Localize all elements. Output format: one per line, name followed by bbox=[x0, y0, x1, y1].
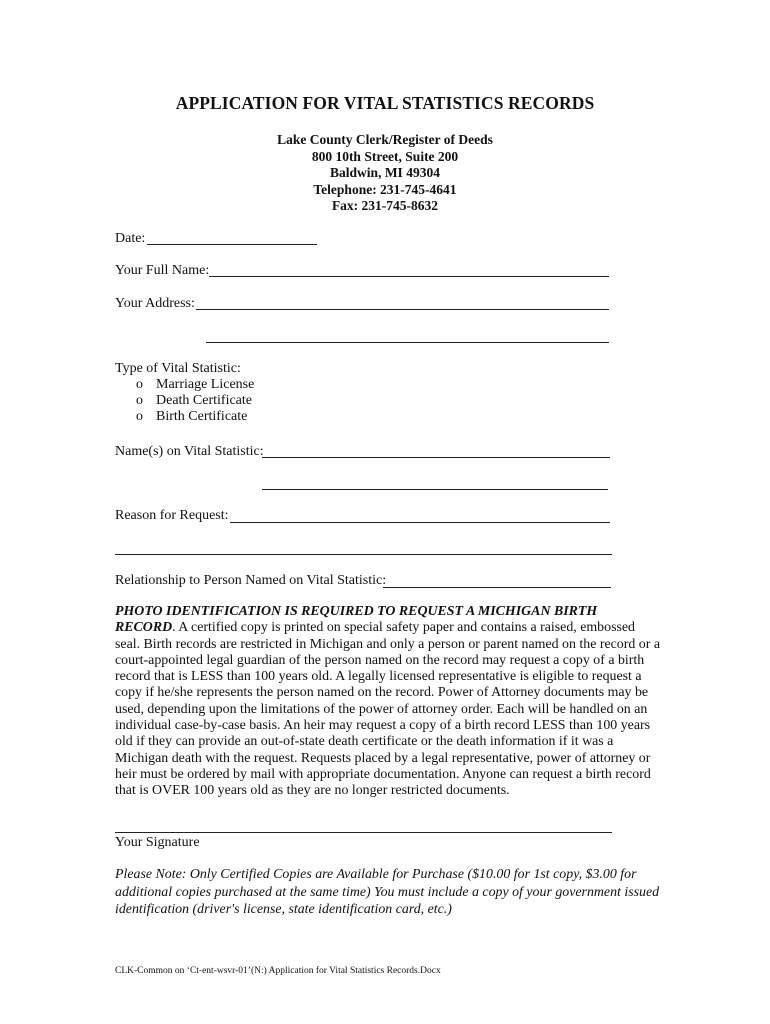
names-field-line-1[interactable] bbox=[262, 457, 610, 458]
address-field-line-2[interactable] bbox=[206, 342, 609, 343]
office-telephone: Telephone: 231-745-4641 bbox=[313, 181, 457, 197]
address-field-line-1[interactable] bbox=[196, 309, 609, 310]
signature-label: Your Signature bbox=[115, 835, 200, 850]
option-marriage-license[interactable] bbox=[136, 377, 254, 393]
please-note: Please Note: Only Certified Copies are Available for Purchase ($10.00 for 1st copy, $3.00 for additional copies purchased at the same time) You must include a copy of your government issued identification (driver's license, state identification card, etc.) bbox=[115, 867, 660, 917]
relationship-label: Relationship to Person Named on Vital Statistic: bbox=[115, 573, 387, 588]
option-death-label: Death Certificate bbox=[156, 393, 253, 408]
office-name: Lake County Clerk/Register of Deeds bbox=[277, 132, 493, 147]
relationship-field-line[interactable] bbox=[383, 587, 611, 588]
office-city: Baldwin, MI 49304 bbox=[330, 165, 440, 180]
date-field-line[interactable] bbox=[147, 244, 317, 245]
signature-line[interactable] bbox=[115, 832, 612, 833]
reason-field-line-1[interactable] bbox=[230, 522, 610, 523]
notice-heading: PHOTO IDENTIFICATION IS REQUIRED TO REQUEST A MICHIGAN BIRTH RECORD bbox=[115, 604, 598, 636]
full-name-field-line[interactable] bbox=[209, 276, 609, 277]
full-name-label: Your Full Name: bbox=[115, 263, 210, 278]
reason-field-line-2[interactable] bbox=[115, 554, 612, 555]
option-death-certificate[interactable] bbox=[136, 393, 252, 409]
date-label: Date: bbox=[115, 231, 146, 246]
photo-id-notice bbox=[115, 604, 660, 800]
notice-body: . A certified copy is printed on special safety paper and contains a raised, embossed seal. Birth records are restricted in Michigan and only a person or parent named on the record or a court-appointed legal guardian of the person named on the record may request a copy of a birth record that is LESS than 100 years old. A legally licensed representative is eligible to request a copy if he/she represents the person named on the record. Power of Attorney documents may be used, depending upon the limitations of the power of attorney order. Each will be handled on an individual case-by-case basis. An heir may request a copy of a birth record LESS than 100 years old if they can provide an out-of-state death certificate or the death information if it was a Michigan death with the request. Requests placed by a legal representative, power of attorney or heir must be ordered by mail with appropriate documentation. Anyone can request a birth record that is OVER 100 years old as they are no longer restricted documents. bbox=[115, 620, 661, 799]
footer-file-path: CLK-Common on ‘Ct-ent-wsvr-01’(N:) Application for Vital Statistics Records.Docx bbox=[115, 966, 441, 976]
names-field-line-2[interactable] bbox=[262, 489, 608, 490]
option-birth-certificate[interactable] bbox=[136, 409, 247, 425]
office-fax: Fax: 231-745-8632 bbox=[331, 198, 439, 213]
option-bullet: o bbox=[136, 393, 143, 408]
reason-label: Reason for Request: bbox=[115, 508, 229, 523]
address-label: Your Address: bbox=[115, 296, 195, 311]
office-street: 800 10th Street, Suite 200 bbox=[311, 148, 459, 164]
names-on-record-label: Name(s) on Vital Statistic: bbox=[115, 444, 264, 459]
option-bullet: o bbox=[136, 409, 143, 424]
option-bullet: o bbox=[136, 377, 143, 392]
document-title: APPLICATION FOR VITAL STATISTICS RECORDS bbox=[175, 93, 595, 113]
office-address-block bbox=[0, 132, 770, 215]
option-marriage-label: Marriage License bbox=[156, 377, 255, 392]
option-birth-label: Birth Certificate bbox=[156, 409, 248, 424]
type-label: Type of Vital Statistic: bbox=[115, 361, 241, 376]
